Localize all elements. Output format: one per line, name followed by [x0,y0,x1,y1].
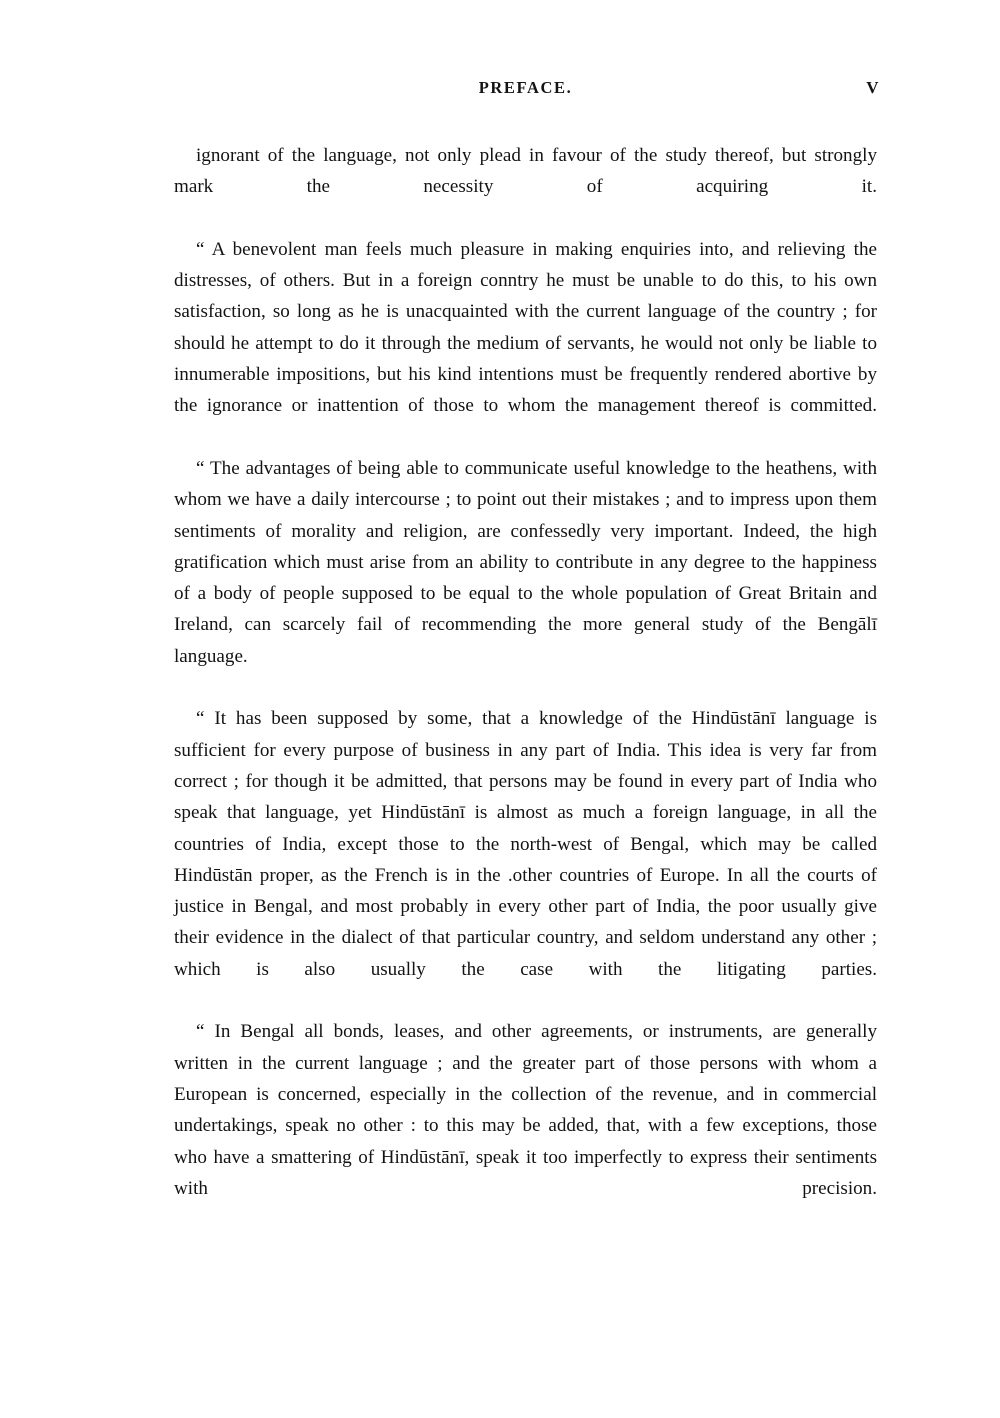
paragraph: “ In Bengal all bonds, leases, and other agreements, or instruments, are generally written in the current language ; and the greater part of those persons with whom a European is concerned, especially in the collection of the revenue, and in commercial undertakings, speak no other : to this may be added, that, with a few exceptions, those who have a smattering of Hindūstānī, speak it too imperfectly to express their sentiments with precision. [174,1021,877,1199]
paragraph: “ It has been supposed by some, that a knowledge of the Hindūstānī language is sufficient for every purpose of business in any part of India. This idea is very far from correct ; for though it be admitted, that persons may be found in every part of India who speak that language, yet Hindūstānī is almost as much a foreign language, in all the countries of India, except those to the north-west of Bengal, which may be called Hindūstān proper, as the French is in the .other countries of Europe. In all the courts of justice in Bengal, and most probably in every other part of India, the poor usually give their evidence in the dialect of that particular country, and seldom understand any other ; which is also usually the case with the litigating parties. [174,708,877,980]
running-head [174,78,877,104]
paragraph: “ The advantages of being able to communicate useful knowledge to the heathens, with whom we have a daily intercourse ; to point out their mistakes ; and to impress upon them sentiments of morality and religion, are confessedly very important. Indeed, the high gratification which must arise from an ability to contribute in any degree to the happiness of a body of people supposed to be equal to the whole population of Great Britain and Ireland, can scarcely fail of recommending the more general study of the Bengālī language. [174,457,877,667]
body-text-block [174,140,877,1235]
running-head-title: PREFACE. [478,78,573,97]
paragraph: ignorant of the language, not only plead in favour of the study thereof, but strongly mark the necessity of acquiring it. [174,145,877,198]
page-number: V [866,78,879,97]
paragraph: “ A benevolent man feels much pleasure in making enquiries into, and relieving the distresses, of others. But in a foreign conntry he must be unable to do this, to his own satisfaction, so long as he is unacquainted with the current language of the country ; for should he attempt to do it through the medium of servants, he would not only be liable to innumerable impositions, but his kind intentions must be frequently rendered abortive by the ignorance or inattention of those to whom the management thereof is committed. [174,238,877,417]
